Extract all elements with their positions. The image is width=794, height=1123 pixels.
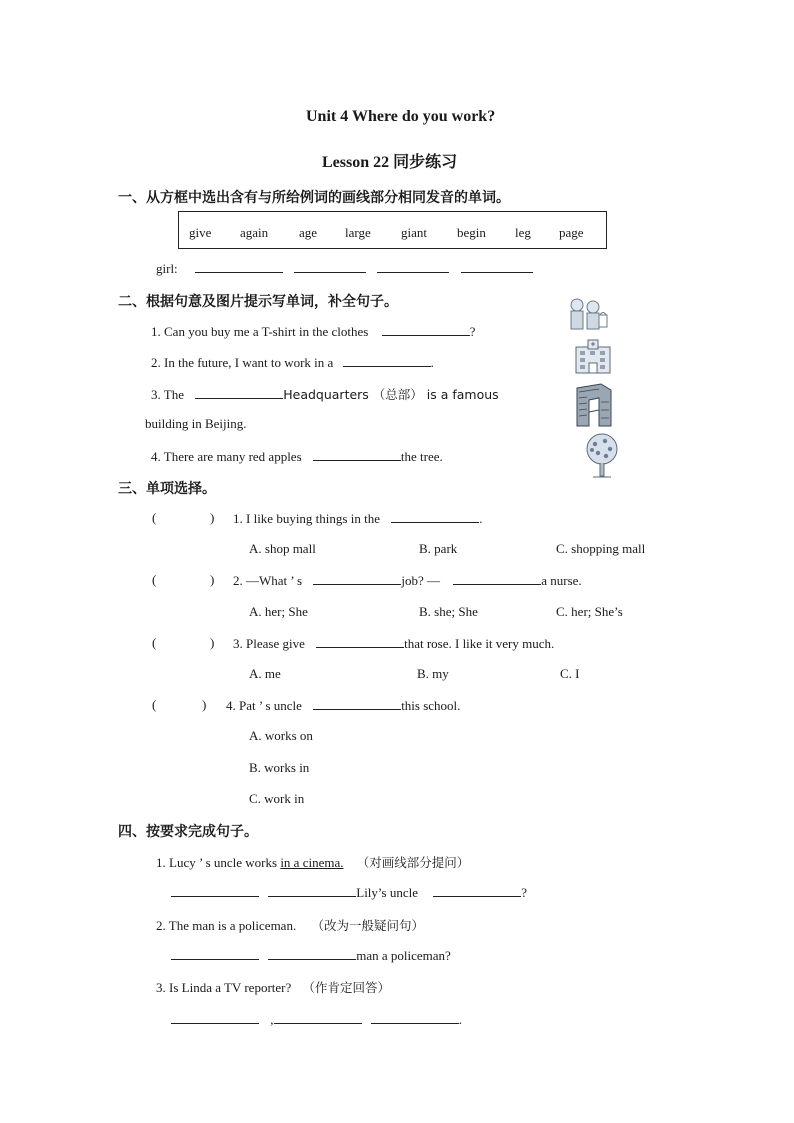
apple-tree-icon [581, 432, 623, 480]
s2-question-3 [151, 385, 499, 403]
question-end: . [430, 355, 434, 370]
word-box [178, 211, 607, 249]
word-begin: begin [457, 225, 486, 240]
option-b[interactable]: B. works in [249, 760, 310, 775]
option-c[interactable]: C. her; She’s [556, 604, 623, 619]
answer-blank[interactable] [268, 947, 356, 960]
answer-paren-close: ) [210, 635, 215, 650]
answer-comma: , [270, 1012, 274, 1027]
shopping-mall-icon [563, 295, 613, 335]
question-text: 1. Lucy ’ s uncle works [156, 855, 278, 870]
answer-text: man a policeman? [356, 948, 451, 963]
question-text: 3. Please give [233, 636, 305, 651]
option-a[interactable]: A. works on [249, 728, 313, 743]
lesson-title: Lesson 22 同步练习 [322, 154, 458, 171]
question-text: 3. Is Linda a TV reporter? [156, 980, 292, 995]
question-text: 2. In the future, I want to work in a [151, 355, 334, 370]
answer-blank[interactable] [461, 260, 533, 273]
answer-blank[interactable] [313, 697, 401, 710]
s3-question-3 [233, 635, 554, 652]
question-instruction: （对画线部分提问） [356, 855, 470, 870]
s2-question-1 [151, 323, 475, 340]
option-c[interactable]: C. I [560, 666, 580, 681]
answer-blank[interactable] [171, 884, 259, 897]
option-a[interactable]: A. her; She [249, 604, 308, 619]
s3-question-2 [233, 572, 582, 589]
word-give: give [189, 225, 212, 240]
question-text: 1. I like buying things in the [233, 511, 380, 526]
question-instruction: （改为一般疑问句） [311, 918, 424, 933]
question-text: 3. The [151, 387, 184, 402]
question-end: ? [469, 324, 476, 339]
s4-question-1 [156, 853, 469, 871]
answer-blank[interactable] [294, 260, 366, 273]
section-1-heading: 一、从方框中选出含有与所给例词的画线部分相同发音的单词。 [118, 190, 510, 206]
answer-blank[interactable] [274, 1011, 362, 1024]
unit-title: Unit 4 Where do you work? [306, 108, 496, 125]
question-instruction: （作肯定回答） [302, 980, 391, 995]
answer-blank[interactable] [382, 323, 470, 336]
word-page: page [559, 225, 584, 240]
answer-text: Lily’s uncle [356, 885, 418, 900]
answer-blank[interactable] [316, 635, 404, 648]
answer-blank[interactable] [453, 572, 541, 585]
answer-paren-open: ( [152, 697, 157, 712]
word-again: again [240, 225, 269, 240]
answer-blank[interactable] [195, 260, 283, 273]
question-text-mid: job? — [401, 573, 440, 588]
option-b[interactable]: B. my [417, 666, 449, 681]
s4-question-3 [156, 978, 390, 996]
answer-blank[interactable] [391, 510, 479, 523]
option-c[interactable]: C. shopping mall [556, 541, 646, 556]
question-text-cont: Headquarters （总部） is a famous [283, 387, 499, 402]
example-label: girl: [156, 261, 178, 276]
word-age: age [299, 225, 318, 240]
answer-blank[interactable] [171, 947, 259, 960]
question-text: 1. Can you buy me a T-shirt in the clothes [151, 324, 369, 339]
s2-question-3-line2: building in Beijing. [145, 416, 247, 431]
answer-paren-close: ) [210, 572, 215, 587]
s2-question-2 [151, 354, 434, 371]
answer-blank[interactable] [313, 572, 401, 585]
answer-blank[interactable] [371, 1011, 459, 1024]
answer-paren-open: ( [152, 635, 157, 650]
section-3-heading: 三、单项选择。 [118, 481, 216, 497]
question-end: . [479, 511, 483, 526]
word-large: large [345, 225, 371, 240]
s4-answer-1 [171, 884, 527, 901]
word-giant: giant [401, 225, 427, 240]
answer-paren-open: ( [152, 510, 157, 525]
s4-answer-3 [171, 1011, 462, 1028]
s2-question-4 [151, 448, 443, 465]
question-text: 4. There are many red apples [151, 449, 302, 464]
option-a[interactable]: A. shop mall [249, 541, 316, 556]
question-end: the tree. [400, 449, 443, 464]
answer-blank[interactable] [171, 1011, 259, 1024]
answer-end: . [458, 1012, 462, 1027]
s3-question-4 [226, 697, 460, 714]
section-2-heading: 二、根据句意及图片提示写单词，补全句子。 [118, 294, 398, 310]
answer-blank[interactable] [377, 260, 449, 273]
s3-question-1 [233, 510, 482, 527]
answer-paren-close: ) [210, 510, 215, 525]
example-word-row [156, 260, 533, 277]
option-a[interactable]: A. me [249, 666, 281, 681]
s4-question-2 [156, 916, 424, 934]
answer-blank[interactable] [433, 884, 521, 897]
option-b[interactable]: B. park [419, 541, 458, 556]
question-end: this school. [401, 698, 461, 713]
word-leg: leg [515, 225, 531, 240]
question-end: that rose. I like it very much. [404, 636, 555, 651]
option-b[interactable]: B. she; She [419, 604, 478, 619]
question-text: 4. Pat ’ s uncle [226, 698, 302, 713]
answer-blank[interactable] [313, 448, 401, 461]
underlined-phrase: in a cinema. [280, 855, 344, 870]
answer-blank[interactable] [195, 386, 283, 399]
option-c[interactable]: C. work in [249, 791, 305, 806]
question-end: a nurse. [541, 573, 582, 588]
s4-answer-2 [171, 947, 451, 964]
answer-blank[interactable] [268, 884, 356, 897]
answer-blank[interactable] [343, 354, 431, 367]
question-text: 2. —What ’ s [233, 573, 303, 588]
question-text: 2. The man is a policeman. [156, 918, 297, 933]
cctv-building-icon [573, 382, 615, 428]
section-4-heading: 四、按要求完成句子。 [118, 824, 258, 840]
answer-end: ? [521, 885, 528, 900]
answer-paren-close: ) [202, 697, 207, 712]
hospital-icon [573, 337, 613, 375]
answer-paren-open: ( [152, 572, 157, 587]
